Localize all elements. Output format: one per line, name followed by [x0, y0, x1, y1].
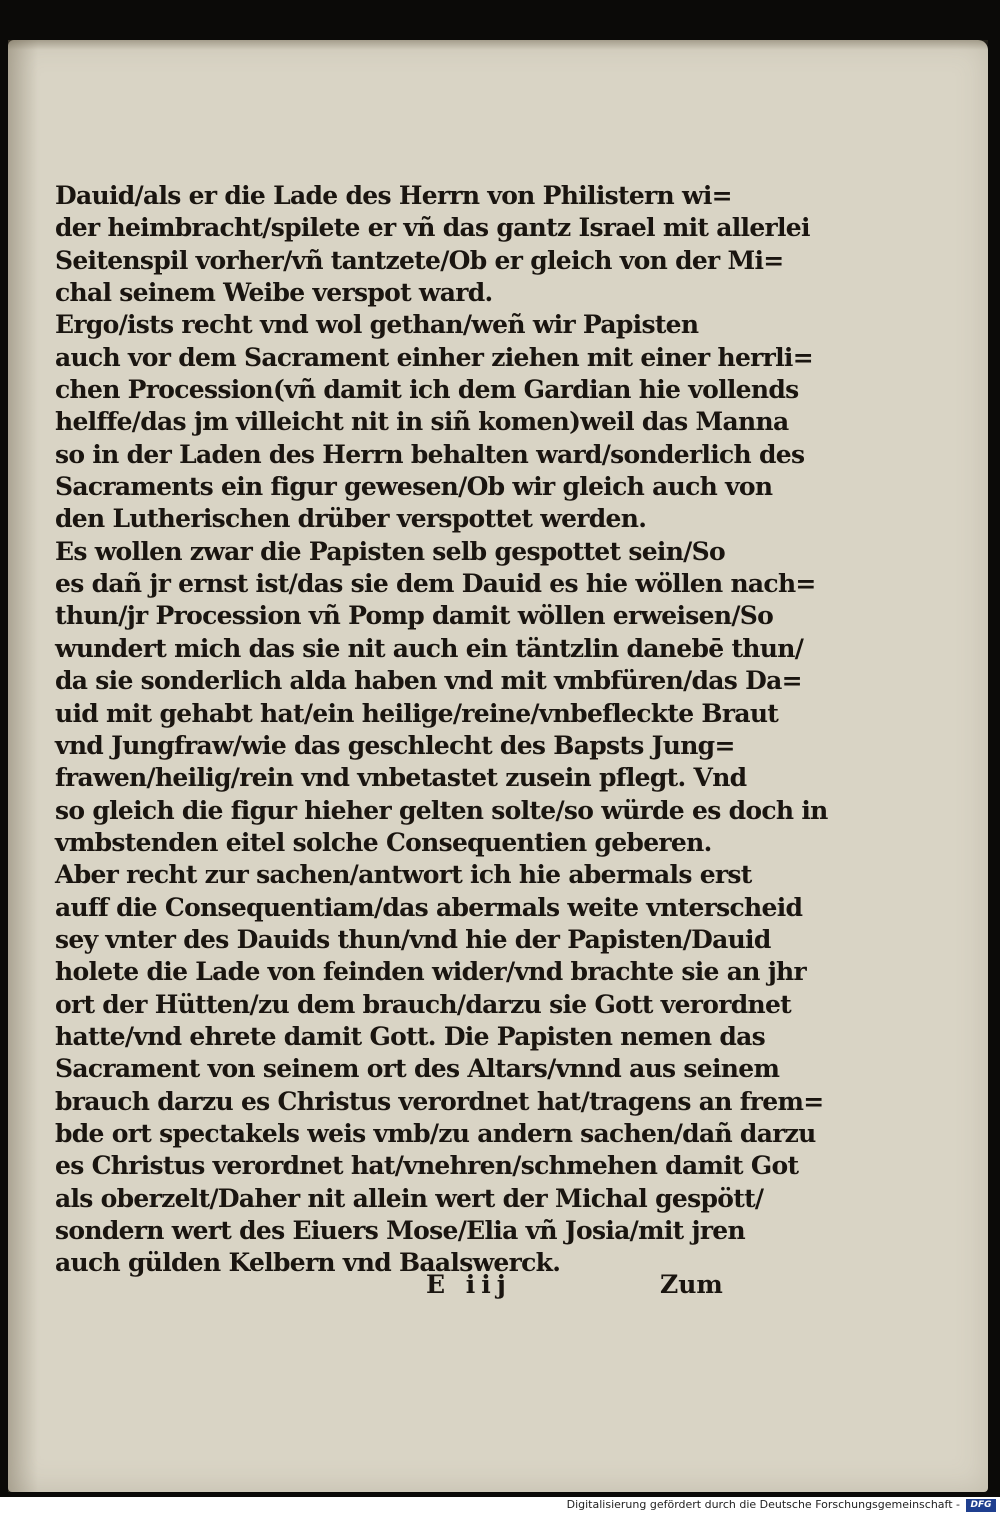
text-line: Sacrament von seinem ort des Altars/vnnd aus seinem	[55, 1054, 780, 1084]
text-line: sondern wert des Eiuers Mose/Elia vñ Josia/mit jren	[55, 1216, 745, 1245]
text-line: holete die Lade von feinden wider/vnd brachte sie an jhr	[55, 957, 806, 987]
text-line: helffe/das jm villeicht nit in siñ komen)weil das Manna	[55, 407, 789, 437]
text-line: es dañ jr ernst ist/das sie dem Dauid es hie wöllen nach=	[55, 569, 816, 599]
page-text-block	[55, 180, 828, 1280]
signature-mark: E iij	[426, 1270, 512, 1299]
text-line: wundert mich das sie nit auch ein täntzlin danebē thun/	[55, 633, 804, 663]
text-line: da sie sonderlich alda haben vnd mit vmbfüren/das Da=	[55, 666, 802, 696]
text-line: chen Procession(vñ damit ich dem Gardian hie vollends	[55, 375, 799, 405]
text-line: ort der Hütten/zu dem brauch/darzu sie Gott verordnet	[55, 989, 792, 1019]
text-line: auch vor dem Sacrament einher ziehen mit einer herrli=	[55, 342, 813, 372]
text-line: vnd Jungfraw/wie das geschlecht des Bapsts Jung=	[55, 730, 735, 760]
text-line: auch gülden Kelbern vnd Baalswerck.	[55, 1248, 561, 1278]
page-foot	[8, 1270, 988, 1304]
text-line: auff die Consequentiam/das abermals weite vnterscheid	[55, 892, 803, 922]
text-line: den Lutherischen drüber verspottet werden.	[55, 504, 647, 534]
text-line: hatte/vnd ehrete damit Gott. Die Papisten nemen das	[55, 1021, 765, 1051]
text-line: Seitenspil vorher/vñ tantzete/Ob er gleich von der Mi=	[55, 245, 784, 275]
text-line: sey vnter des Dauids thun/vnd hie der Papisten/Dauid	[55, 924, 771, 954]
text-line: chal seinem Weibe verspot ward.	[55, 278, 493, 308]
text-line: Sacraments ein figur gewesen/Ob wir gleich auch von	[55, 472, 773, 502]
text-line: der heimbracht/spilete er vñ das gantz Israel mit allerlei	[55, 213, 810, 243]
text-line: brauch darzu es Christus verordnet hat/tragens an frem=	[55, 1086, 824, 1116]
text-line: Ergo/ists recht vnd wol gethan/weñ wir Papisten	[55, 310, 699, 340]
text-line: es Christus verordnet hat/vnehren/schmehen damit Got	[55, 1151, 799, 1181]
text-line: so in der Laden des Herrn behalten ward/sonderlich des	[55, 439, 805, 469]
text-line: thun/jr Procession vñ Pomp damit wöllen erweisen/So	[55, 601, 774, 631]
footer-bar	[0, 1497, 1000, 1515]
text-line: Aber recht zur sachen/antwort ich hie abermals erst	[55, 860, 752, 890]
text-line: vmbstenden eitel solche Consequentien geberen.	[55, 827, 712, 857]
text-line: uid mit gehabt hat/ein heilige/reine/vnbefleckte Braut	[55, 698, 779, 728]
catchword: Zum	[660, 1270, 723, 1299]
dfg-logo: DFG	[966, 1499, 996, 1512]
text-line: als oberzelt/Daher nit allein wert der Michal gespött/	[55, 1183, 764, 1213]
funding-notice: Digitalisierung gefördert durch die Deutsche Forschungsgemeinschaft -	[566, 1498, 960, 1511]
page-top-edge	[8, 40, 988, 50]
text-line: Dauid/als er die Lade des Herrn von Philistern wi=	[55, 181, 732, 210]
text-line: frawen/heilig/rein vnd vnbetastet zusein pflegt. Vnd	[55, 763, 747, 793]
text-line: bde ort spectakels weis vmb/zu andern sachen/dañ darzu	[55, 1118, 816, 1148]
text-line: so gleich die figur hieher gelten solte/so würde es doch in	[55, 795, 828, 825]
book-page	[8, 40, 988, 1492]
text-line: Es wollen zwar die Papisten selb gespottet sein/So	[55, 536, 725, 566]
